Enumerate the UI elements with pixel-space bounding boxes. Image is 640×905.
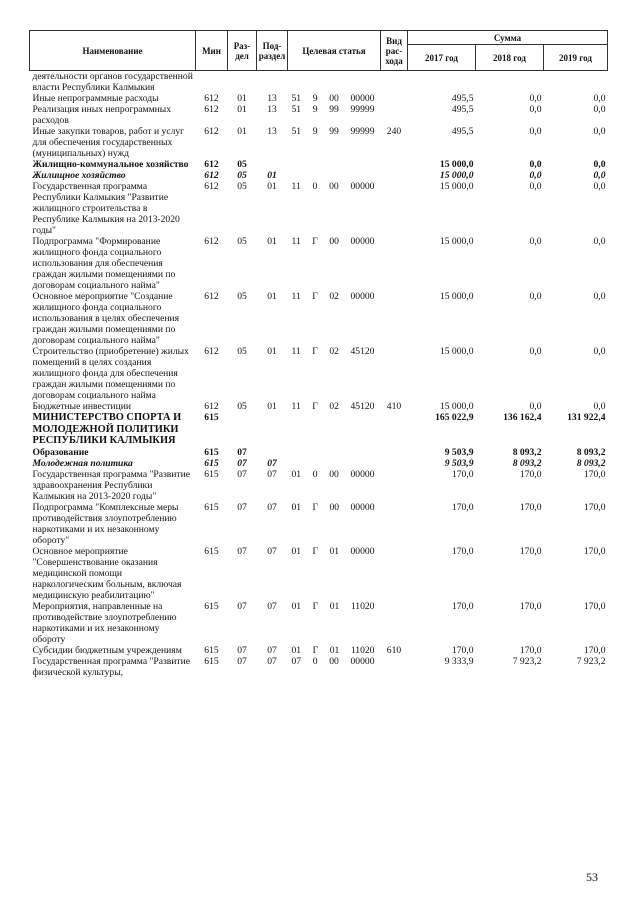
row-min: 612 <box>204 401 219 412</box>
target-subprogram: 9 <box>312 104 318 115</box>
target-event: 00 <box>329 501 340 513</box>
row-razdel <box>228 412 257 447</box>
row-min <box>196 71 228 94</box>
row-vid <box>381 93 408 104</box>
row-podrazdel: 07 <box>267 655 277 667</box>
row-razdel: 01 <box>237 104 247 115</box>
row-min: 612 <box>204 181 219 192</box>
row-target <box>288 181 381 236</box>
row-sum-2017: 170,0 <box>451 501 474 513</box>
target-code <box>288 126 381 137</box>
budget-table <box>29 30 608 678</box>
page-number: 53 <box>586 870 598 884</box>
row-razdel: 07 <box>237 545 247 557</box>
target-event: 01 <box>329 644 340 656</box>
table-row <box>30 502 608 546</box>
target-code <box>288 645 381 656</box>
row-sum-2017: 15 000,0 <box>439 236 474 247</box>
row-razdel: 07 <box>237 468 247 480</box>
row-sum-2019: 0,0 <box>593 93 606 104</box>
row-vid: 410 <box>386 401 402 412</box>
row-sum-2018: 170,0 <box>519 545 542 557</box>
target-subprogram: 9 <box>312 93 318 104</box>
target-program: 01 <box>291 644 302 656</box>
row-vid <box>381 546 408 601</box>
row-vid <box>381 170 408 181</box>
row-min: 612 <box>204 126 219 137</box>
row-razdel <box>228 71 257 94</box>
target-subprogram: 0 <box>312 655 318 667</box>
row-name: МИНИСТЕРСТВО СПОРТА И МОЛОДЕЖНОЙ ПОЛИТИКИ РЕСПУБЛИКИ КАЛМЫКИЯ <box>32 412 182 446</box>
row-sum-2019: 0,0 <box>593 181 606 192</box>
row-podrazdel: 01 <box>267 170 277 181</box>
row-podrazdel: 07 <box>267 468 277 480</box>
row-sum-2019: 131 922,4 <box>567 412 606 423</box>
row-sum-2017: 170,0 <box>451 600 474 612</box>
target-subprogram: 9 <box>312 126 318 137</box>
target-subprogram: Г <box>312 545 319 557</box>
row-razdel: 07 <box>237 655 247 667</box>
row-name: Строительство (приобретение) жилых помещений в целях создания жилищного фонда для обеспечения граждан жилыми помещениями по договорам социального найма <box>32 346 189 401</box>
header-min: Мин <box>196 31 228 71</box>
row-sum-2019: 170,0 <box>583 501 606 513</box>
row-target <box>288 170 381 181</box>
row-sum-2017: 495,5 <box>451 93 474 104</box>
header-year-2019: 2019 год <box>544 45 608 71</box>
target-program: 51 <box>291 93 302 104</box>
row-min: 615 <box>204 457 219 469</box>
target-code <box>288 93 381 104</box>
row-podrazdel: 01 <box>267 291 277 302</box>
table-row <box>30 458 608 469</box>
target-program: 01 <box>291 468 302 480</box>
row-sum-2019: 7 923,2 <box>576 655 606 667</box>
target-subprogram: Г <box>312 644 319 656</box>
table-row <box>30 236 608 291</box>
row-podrazdel: 07 <box>267 545 277 557</box>
table-row <box>30 181 608 236</box>
row-min: 612 <box>204 104 219 115</box>
row-podrazdel <box>257 412 288 447</box>
row-sum-2019: 0,0 <box>593 401 606 412</box>
target-subprogram: Г <box>312 501 319 513</box>
row-sum-2017: 170,0 <box>451 545 474 557</box>
row-min: 615 <box>204 545 219 557</box>
row-sum-2018: 170,0 <box>519 644 542 656</box>
target-program: 01 <box>291 545 302 557</box>
row-min: 612 <box>204 159 219 170</box>
target-subprogram: 0 <box>312 181 318 192</box>
table-row <box>30 601 608 645</box>
row-vid <box>381 656 408 678</box>
row-sum-2018: 0,0 <box>529 126 542 137</box>
target-code <box>288 502 381 513</box>
row-name: Субсидии бюджетным учреждениям <box>32 644 182 656</box>
row-target <box>288 502 381 546</box>
row-sum-2019: 8 093,2 <box>576 457 606 469</box>
row-sum-2017: 170,0 <box>451 644 474 656</box>
row-target <box>288 546 381 601</box>
row-sum-2018: 0,0 <box>529 401 542 412</box>
row-min: 612 <box>204 236 219 247</box>
header-year-2017: 2017 год <box>408 45 476 71</box>
target-direction: 00000 <box>350 545 375 557</box>
row-min: 615 <box>204 644 219 656</box>
row-sum-2017: 170,0 <box>451 468 474 480</box>
target-direction: 45120 <box>350 401 375 412</box>
row-target <box>288 601 381 645</box>
row-min: 615 <box>204 501 219 513</box>
table-row <box>30 93 608 104</box>
table-row <box>30 546 608 601</box>
row-razdel: 05 <box>237 401 247 412</box>
row-razdel: 07 <box>237 644 247 656</box>
row-target <box>288 93 381 104</box>
row-podrazdel: 13 <box>267 93 277 104</box>
row-sum-2018: 170,0 <box>519 501 542 513</box>
target-program: 51 <box>291 126 302 137</box>
header-target: Целевая статья <box>288 31 381 71</box>
target-direction: 00000 <box>350 291 375 302</box>
header-name: Наименование <box>30 31 196 71</box>
row-sum-2019: 0,0 <box>593 170 606 181</box>
header-year-2018: 2018 год <box>476 45 544 71</box>
table-row <box>30 412 608 447</box>
row-target <box>288 401 381 412</box>
row-name: Бюджетные инвестиции <box>32 401 131 412</box>
target-program: 51 <box>291 104 302 115</box>
row-sum-2017: 15 000,0 <box>439 346 474 357</box>
target-code <box>288 236 381 247</box>
row-target <box>288 645 381 656</box>
row-target <box>288 126 381 159</box>
table-row <box>30 656 608 678</box>
row-razdel: 07 <box>237 501 247 513</box>
target-subprogram: Г <box>312 346 318 357</box>
target-event: 00 <box>329 655 339 667</box>
row-sum-2019: 0,0 <box>593 291 606 302</box>
row-razdel: 01 <box>237 93 247 104</box>
row-sum-2019: 8 093,2 <box>576 446 606 458</box>
target-subprogram: Г <box>312 236 318 247</box>
table-row <box>30 170 608 181</box>
row-min: 612 <box>204 170 219 181</box>
row-target <box>288 291 381 346</box>
target-event: 01 <box>329 545 340 557</box>
row-sum-2018: 170,0 <box>519 468 542 480</box>
row-target <box>288 447 381 458</box>
target-subprogram: Г <box>312 401 318 412</box>
row-sum-2018: 0,0 <box>529 170 542 181</box>
row-target <box>288 236 381 291</box>
target-program: 11 <box>291 346 301 357</box>
row-min: 612 <box>204 291 219 302</box>
table-body <box>30 71 608 678</box>
row-sum-2018: 0,0 <box>529 104 542 115</box>
table-row <box>30 447 608 458</box>
row-sum-2017: 15 000,0 <box>439 159 474 170</box>
header-summa: Сумма <box>408 31 608 45</box>
row-sum-2017: 15 000,0 <box>439 170 474 181</box>
row-name: Иные закупки товаров, работ и услуг для обеспечения государственных (муниципальных) нужд <box>32 126 185 159</box>
row-target <box>288 469 381 502</box>
header-vid: Вид рас-хода <box>381 31 408 71</box>
row-sum-2018: 0,0 <box>529 291 542 302</box>
target-direction: 00000 <box>350 655 375 667</box>
table-row <box>30 346 608 401</box>
row-sum-2019: 170,0 <box>583 644 606 656</box>
target-code <box>288 656 381 667</box>
row-sum-2019: 170,0 <box>583 468 606 480</box>
row-name: Иные непрограммные расходы <box>32 93 159 104</box>
row-razdel: 05 <box>237 181 247 192</box>
row-vid <box>381 159 408 170</box>
row-podrazdel: 13 <box>267 104 277 115</box>
row-razdel: 05 <box>237 159 247 170</box>
target-program: 01 <box>291 501 302 513</box>
row-sum-2017: 495,5 <box>451 104 474 115</box>
target-direction: 99999 <box>350 126 375 137</box>
target-direction: 00000 <box>350 93 375 104</box>
target-event: 02 <box>329 291 339 302</box>
row-vid: 610 <box>386 644 402 656</box>
row-vid <box>381 181 408 236</box>
table-row <box>30 291 608 346</box>
target-event: 99 <box>329 126 339 137</box>
target-program: 11 <box>291 181 301 192</box>
row-vid <box>381 104 408 126</box>
target-event: 00 <box>329 93 339 104</box>
row-target <box>288 346 381 401</box>
row-sum-2017: 15 000,0 <box>439 181 474 192</box>
target-program: 11 <box>291 401 301 412</box>
row-sum-2018: 0,0 <box>529 159 542 170</box>
target-code <box>288 291 381 302</box>
target-direction: 45120 <box>350 346 375 357</box>
row-name: деятельности органов государственной власти Республики Калмыкия <box>32 71 193 93</box>
row-name: Жилищное хозяйство <box>32 170 126 181</box>
row-target <box>288 458 381 469</box>
row-sum-2018: 7 923,2 <box>512 655 542 667</box>
target-code <box>288 401 381 412</box>
target-program: 07 <box>291 655 302 667</box>
row-vid <box>381 458 408 469</box>
row-vid <box>381 412 408 447</box>
row-target <box>288 412 381 447</box>
row-sum-2019: 0,0 <box>593 159 606 170</box>
row-podrazdel: 01 <box>267 401 277 412</box>
row-sum-2019 <box>544 71 608 94</box>
row-razdel: 07 <box>237 446 247 458</box>
row-podrazdel: 01 <box>267 346 277 357</box>
target-direction: 11020 <box>350 600 375 612</box>
target-code <box>288 346 381 357</box>
row-name: Государственная программа "Развитие физической культуры, <box>32 655 191 678</box>
header-podrazdel: Под-раздел <box>257 31 288 71</box>
row-min: 612 <box>204 346 219 357</box>
row-sum-2017: 15 000,0 <box>439 401 474 412</box>
target-event: 00 <box>329 468 339 480</box>
row-podrazdel: 01 <box>267 181 277 192</box>
row-target <box>288 71 381 94</box>
row-name: Образование <box>32 446 89 458</box>
target-program: 11 <box>291 291 301 302</box>
row-sum-2018: 0,0 <box>529 181 542 192</box>
row-sum-2017: 9 333,9 <box>444 655 474 667</box>
row-vid <box>381 447 408 458</box>
row-podrazdel: 07 <box>267 644 277 656</box>
row-sum-2019: 170,0 <box>583 545 606 557</box>
row-target <box>288 159 381 170</box>
target-subprogram: Г <box>312 600 319 612</box>
row-vid <box>381 236 408 291</box>
target-code <box>288 546 381 557</box>
target-direction: 00000 <box>350 468 375 480</box>
row-sum-2017: 9 503,9 <box>444 446 474 458</box>
target-direction: 00000 <box>350 181 375 192</box>
table-row <box>30 645 608 656</box>
row-sum-2018: 8 093,2 <box>512 446 542 458</box>
table-row <box>30 126 608 159</box>
row-min: 615 <box>204 655 219 667</box>
row-razdel: 05 <box>237 170 247 181</box>
row-razdel: 01 <box>237 126 247 137</box>
target-event: 00 <box>329 236 339 247</box>
row-sum-2018: 136 162,4 <box>503 412 542 423</box>
row-vid: 240 <box>386 126 402 137</box>
row-razdel: 07 <box>237 600 247 612</box>
row-sum-2017 <box>408 71 476 94</box>
row-razdel: 05 <box>237 236 247 247</box>
target-subprogram: 0 <box>312 468 318 480</box>
row-podrazdel: 13 <box>267 126 277 137</box>
row-razdel: 05 <box>237 346 247 357</box>
row-name: Жилищно-коммунальное хозяйство <box>32 159 189 170</box>
row-podrazdel <box>257 447 288 458</box>
row-razdel: 07 <box>237 457 247 469</box>
target-code <box>288 104 381 115</box>
row-razdel: 05 <box>237 291 247 302</box>
target-code <box>288 601 381 612</box>
table-row <box>30 469 608 502</box>
row-min: 615 <box>204 468 219 480</box>
target-code <box>288 181 381 192</box>
row-sum-2019: 170,0 <box>583 600 606 612</box>
target-direction: 00000 <box>350 236 375 247</box>
target-direction: 00000 <box>350 501 375 513</box>
target-event: 01 <box>329 600 340 612</box>
row-name: Государственная программа "Развитие здравоохранения Республики Калмыкия на 2013-2020 годы" <box>32 468 191 502</box>
target-event: 99 <box>329 104 339 115</box>
row-sum-2018 <box>476 71 544 94</box>
row-vid <box>381 346 408 401</box>
table-row <box>30 71 608 94</box>
table-row <box>30 104 608 126</box>
target-event: 02 <box>329 401 339 412</box>
row-sum-2017: 15 000,0 <box>439 291 474 302</box>
row-vid <box>381 502 408 546</box>
row-name: Подпрограмма "Формирование жилищного фонда социального использования для обеспечения граждан жилыми помещениями по договорам социального найма" <box>32 236 176 291</box>
row-vid <box>381 291 408 346</box>
row-min: 615 <box>204 412 219 423</box>
row-sum-2017: 165 022,9 <box>435 412 474 423</box>
row-podrazdel: 07 <box>267 457 277 469</box>
row-sum-2019: 0,0 <box>593 126 606 137</box>
row-name: Мероприятия, направленные на противодействие злоупотреблению наркотиками и их незаконному обороту <box>32 600 177 645</box>
table-row <box>30 401 608 412</box>
row-sum-2017: 495,5 <box>451 126 474 137</box>
row-podrazdel: 01 <box>267 236 277 247</box>
table-row <box>30 159 608 170</box>
row-podrazdel: 07 <box>267 600 277 612</box>
target-direction: 11020 <box>350 644 375 656</box>
row-min: 615 <box>204 446 219 458</box>
target-direction: 99999 <box>350 104 375 115</box>
row-min: 612 <box>204 93 219 104</box>
row-sum-2018: 0,0 <box>529 236 542 247</box>
row-sum-2019: 0,0 <box>593 104 606 115</box>
target-program: 01 <box>291 600 302 612</box>
row-name: Молодежная политика <box>32 457 133 469</box>
row-sum-2018: 0,0 <box>529 346 542 357</box>
target-event: 00 <box>329 181 339 192</box>
row-podrazdel: 07 <box>267 501 277 513</box>
row-sum-2019: 0,0 <box>593 236 606 247</box>
row-sum-2018: 0,0 <box>529 93 542 104</box>
row-vid <box>381 71 408 94</box>
row-target <box>288 104 381 126</box>
row-target <box>288 656 381 678</box>
row-sum-2018: 8 093,2 <box>512 457 542 469</box>
target-event: 02 <box>329 346 339 357</box>
row-podrazdel <box>257 159 288 170</box>
row-podrazdel <box>257 71 288 94</box>
row-sum-2018: 170,0 <box>519 600 542 612</box>
row-vid <box>381 601 408 645</box>
target-code <box>288 469 381 480</box>
row-name: Основное мероприятие "Создание жилищного фонда социального использования в целях обеспечения граждан жилыми помещениями по договорам социального найма" <box>32 291 180 346</box>
row-vid <box>381 469 408 502</box>
target-program: 11 <box>291 236 301 247</box>
row-min: 615 <box>204 600 219 612</box>
row-sum-2019: 0,0 <box>593 346 606 357</box>
row-sum-2017: 9 503,9 <box>444 457 474 469</box>
header-razdel: Раз-дел <box>228 31 257 71</box>
row-name: Реализация иных непрограммных расходов <box>32 104 172 126</box>
target-subprogram: Г <box>312 291 318 302</box>
row-name: Подпрограмма "Комплексные меры противодействия злоупотреблению наркотиками и их незаконному обороту" <box>32 501 179 546</box>
row-name: Основное мероприятие "Совершенствование оказания медицинской помощи наркологическим больным, включая медицинскую реабилитацию" <box>32 545 182 601</box>
row-name: Государственная программа Республики Калмыкия "Развитие жилищного строительства в Республике Калмыкия на 2013-2020 годы" <box>32 181 180 236</box>
